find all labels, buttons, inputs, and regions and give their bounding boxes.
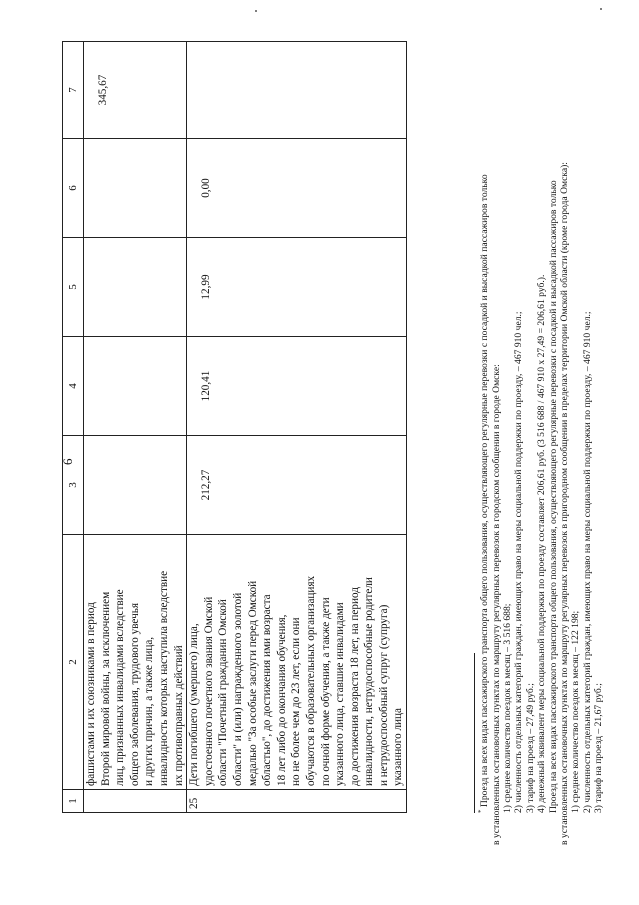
value-cell-col3 (84, 436, 187, 535)
description-line: но не более чем до 23 лет, если они (290, 617, 303, 786)
value-cell-col4: 120,41 (187, 337, 407, 436)
scan-speck (600, 8, 602, 10)
description-line: 18 лет либо до окончания обучения, (275, 614, 288, 786)
description-line: области" и (или) награжденного золотой (231, 592, 244, 786)
header-cell-1: 1 (63, 790, 84, 813)
row-number-cell: 25 (187, 790, 407, 813)
header-cell-3: 3 (63, 436, 84, 535)
description-line: указанного лица (392, 707, 405, 786)
header-cell-4: 4 (63, 337, 84, 436)
description-line: по очной форме обучения, а также дети (319, 597, 332, 786)
description-line: до достижения возраста 18 лет, на период (348, 587, 361, 786)
description-line: области "Почетный гражданин Омской (217, 599, 230, 786)
header-cell-5: 5 (63, 238, 84, 337)
description-line: медалью "За особые заслуги перед Омской (246, 580, 259, 786)
description-line: инвалидности, нетрудоспособные родители (363, 577, 376, 786)
category-description-cell (84, 535, 187, 790)
value-cell-col5 (84, 238, 187, 337)
header-cell-2: 2 (63, 535, 84, 790)
table-row-continued (84, 42, 187, 813)
value-cell-col6: 0,00 (187, 139, 407, 238)
description-line: инвалидность которых наступила вследствие (157, 570, 170, 786)
description-line: удостоенного почетного звания Омской (202, 596, 215, 786)
footnote-text: Проезд на всех видах пассажирского транспорта общего пользования, осуществляющего регулярные перевозки с посадкой и высадкой пассажиров только (479, 174, 491, 808)
value-cell-col3: 212,27 (187, 436, 407, 535)
value-cell-col4 (84, 337, 187, 436)
footnote-line: 2) численность отдельных категорий граждан, имеющих право на меры социальной поддержки по проезду, – 467 910 чел.; (513, 311, 525, 813)
table-row-25 (187, 42, 407, 813)
footnote-divider (474, 653, 475, 813)
footnote-line: в установленных остановочных пунктах по маршруту регулярных перевозок в городском сообщении в городе Омске: (490, 364, 502, 845)
footnote-line: Проезд на всех видах пассажирского транспорта общего пользования, осуществляющего регулярные перевозки с посадкой и высадкой пассажиров только (547, 180, 559, 813)
footnote-line: 1) среднее количество поездок в месяц – 122 198; (570, 610, 582, 813)
footnote-line: 3) тариф на проезд – 21,67 руб.; (593, 683, 605, 813)
category-description-cell (187, 535, 407, 790)
description-line: областью", до достижения ими возраста (261, 594, 274, 786)
row-number-cell (84, 790, 187, 813)
footnote-marker: * (477, 809, 485, 813)
value-cell-col6 (84, 139, 187, 238)
value-cell-col7: 345,67 (84, 42, 187, 139)
description-line: Дети погибшего (умершего) лица, (188, 623, 201, 786)
table-header-row (63, 42, 84, 813)
footnote-line: 2) численность отдельных категорий граждан, имеющих право на меры социальной поддержки по проезду, – 467 910 чел.; (581, 311, 593, 813)
footnote-line: 3) тариф на проезд – 27,49 руб.; (524, 683, 536, 813)
header-cell-7: 7 (63, 42, 84, 139)
description-line: Второй мировой войны, за исключением (99, 591, 112, 786)
scan-speck (255, 10, 257, 12)
footnotes (476, 35, 605, 845)
page-number: 6 (60, 458, 75, 465)
header-cell-6: 6 (63, 139, 84, 238)
footnote-line: 1) среднее количество поездок в месяц – 3 516 688; (502, 603, 513, 813)
description-line: указанного лица, ставшие инвалидами (334, 602, 347, 786)
description-line: и нетрудоспособный супруг (супруга) (377, 604, 390, 786)
value-cell-col5: 12,99 (187, 238, 407, 337)
description-line: обучаются в образовательных организациях (304, 575, 317, 786)
description-line: и других причин, а также лица, (143, 636, 156, 786)
value-cell-col7 (187, 42, 407, 139)
description-line: общего заболевания, трудового увечья (128, 603, 141, 786)
benefits-table (62, 41, 407, 813)
footnote-line: в установленных остановочных пунктах по маршруту регулярных перевозок в пригородном сообщении в пределах территории Омской области (кроме города Омска): (559, 162, 571, 845)
description-line: лиц, признанных инвалидами вследствие (114, 589, 127, 786)
description-line: их противоправных действий (172, 645, 185, 786)
footnote-line: 4) денежный эквивалент меры социальной поддержки по проезду составляет 206,61 руб. (3 516 688 / 467 910 x 27,49 = 206,61 руб.). (536, 274, 548, 813)
description-line: фашистами и их союзниками в период (85, 602, 97, 786)
footnote-line (476, 35, 491, 845)
